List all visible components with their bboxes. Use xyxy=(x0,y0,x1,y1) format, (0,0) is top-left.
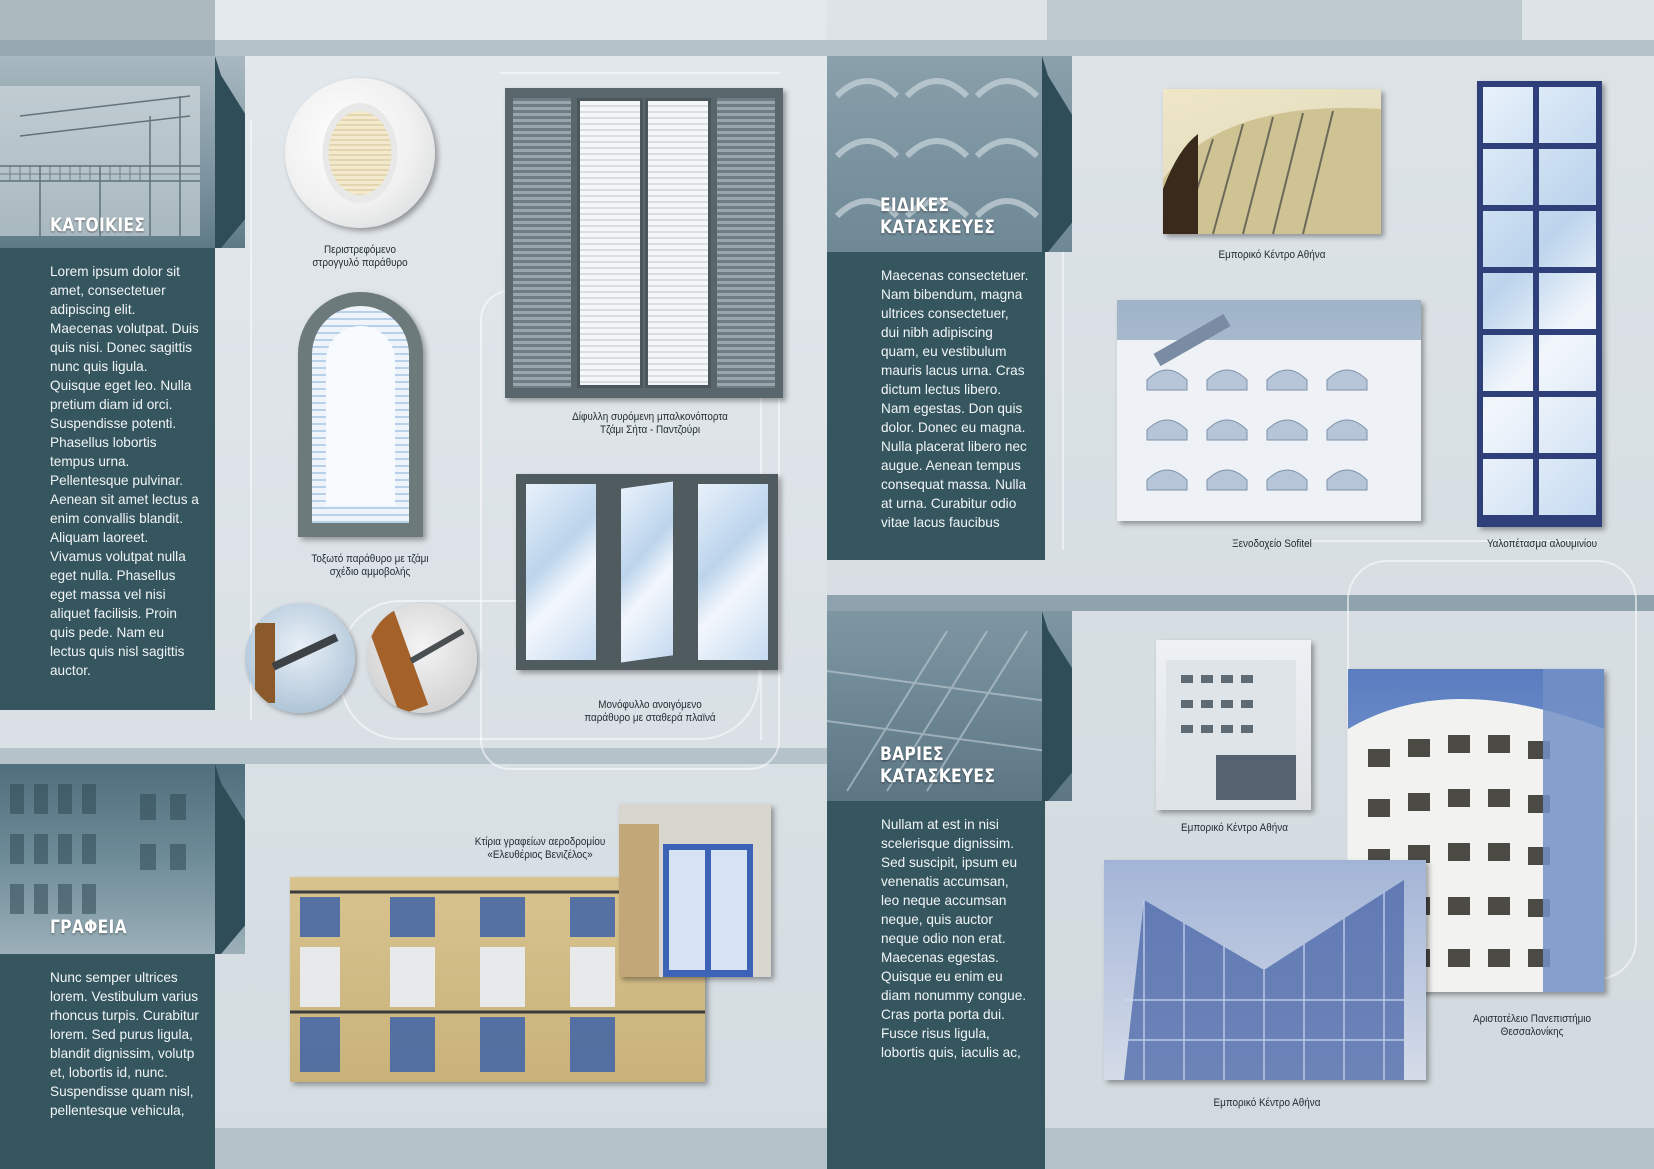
top-band xyxy=(827,40,1654,56)
section-body-text: Maecenas consectetuer. Nam bibendum, magna ultrices consectetuer, dui nibh adipiscing quam, eu vestibulum mauris lacus urna. Cras dictum lectus libero. Nam egestas. Don quis dolor. Donec eu magna. Nulla placerat libero nec augue. Aenean tempus consequat massa. Nulla at urna. Curabitur odio vitae lacus faucibus xyxy=(827,252,1045,560)
image-caption: Κτίρια γραφείων αεροδρομίου «Ελευθέριος Βενιζέλος» xyxy=(474,836,606,861)
image-caption: Εμπορικό Κέντρο Αθήνα xyxy=(1218,249,1326,261)
commercial-center-image xyxy=(1163,89,1381,234)
heavy-constructions-section xyxy=(827,611,1072,1169)
section-title: ΒΑΡΙΕΣ ΚΑΤΑΣΚΕΥΕΣ xyxy=(880,743,996,787)
image-caption: Μονόφυλλο ανοιγόμενο παράθυρο με σταθερά πλαϊνά xyxy=(584,699,716,724)
right-page xyxy=(827,0,1654,1169)
commercial-center-image xyxy=(1156,640,1311,810)
commercial-building-illustration xyxy=(1156,640,1311,810)
image-caption: Εμπορικό Κέντρο Αθήνα xyxy=(1181,822,1288,834)
round-window-image xyxy=(285,78,435,228)
section-body-text: Nunc semper ultrices lorem. Vestibulum varius rhoncus turpis. Curabitur lorem. Sed purus ligula, blandit dignissim, volutp et, lobortis id, nunc. Suspendisse quam nisl, pellentesque vehicula, xyxy=(0,954,215,1169)
special-constructions-section xyxy=(827,56,1072,560)
casement-window-image xyxy=(516,474,778,670)
arched-window-image xyxy=(298,292,423,537)
section-title: ΕΙΔΙΚΕΣ ΚΑΤΑΣΚΕΥΕΣ xyxy=(880,194,996,238)
glass-canopy-illustration xyxy=(1104,860,1426,1080)
commercial-center-image xyxy=(1104,860,1426,1080)
sofitel-hotel-image xyxy=(1117,300,1421,521)
curved-building-illustration xyxy=(1163,89,1381,234)
image-caption: Ξενοδοχείο Sofitel xyxy=(1232,538,1312,550)
image-caption: Αριστοτέλειο Πανεπιστήμιο Θεσσαλονίκης xyxy=(1472,1013,1592,1038)
section-title: ΚΑΤΟΙΚΙΕΣ xyxy=(50,214,146,236)
hinge-detail-image xyxy=(245,603,355,713)
image-caption: Εμπορικό Κέντρο Αθήνα xyxy=(1213,1097,1321,1109)
sofitel-facade-illustration xyxy=(1117,300,1421,521)
sliding-door-image xyxy=(505,88,783,398)
section-body-text: Nullam at est in nisi scelerisque dignissim. Sed suscipit, ipsum eu venenatis accumsan, leo neque accumsan neque, quis auctor neque odio non erat. Maecenas egestas. Quisque eu enim eu diam nonummy congue. Cras porta porta dui. Fusce risus ligula, lobortis quis, iaculis ac, xyxy=(827,801,1045,1169)
image-caption: Περιστρεφόμενο στρογγυλό παράθυρο xyxy=(312,244,408,269)
image-caption: Υαλοπέτασμα αλουμινίου xyxy=(1486,538,1598,550)
section-title: ΓΡΑΦΕΙΑ xyxy=(50,916,127,938)
curtain-wall-image xyxy=(1477,81,1602,527)
image-caption: Τοξωτό παράθυρο με τζάμι σχέδιο αμμοβολής xyxy=(311,553,429,578)
offices-section xyxy=(0,764,245,1169)
airport-entrance-image xyxy=(619,804,771,977)
residential-section xyxy=(0,56,245,710)
image-caption: Δίφυλλη συρόμενη μπαλκονόπορτα Τζάμι Σήτα - Παντζούρι xyxy=(572,411,728,436)
section-body-text: Lorem ipsum dolor sit amet, consectetuer adipiscing elit. Maecenas volutpat. Duis quis nisi. Donec sagittis nunc quis ligula. Quisque eget leo. Nulla pretium diam id orci. Suspendisse potenti. Phasellus lobortis tempus urna. Pellentesque pulvinar. Aenean sit amet lectus a enim convallis blandit. Aliquam laoreet. Vivamus volutpat nulla eget nulla. Phasellus eget massa vel nisi aliquet facilisis. Proin quis pede. Nam eu lectus quis nisl sagittis auctor. xyxy=(0,248,215,710)
hinge-detail-image xyxy=(367,603,477,713)
